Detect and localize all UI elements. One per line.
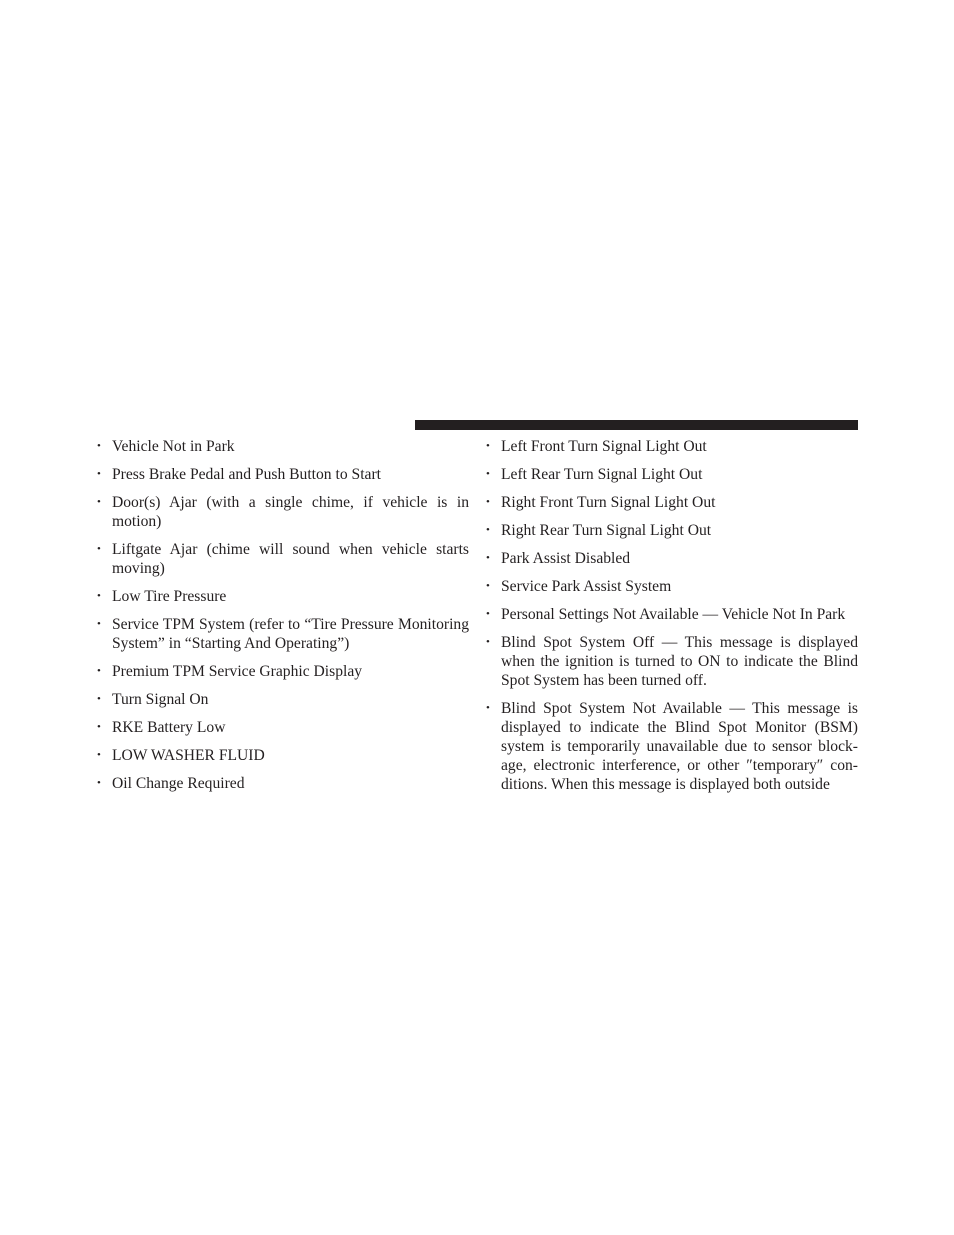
list-item-text: Turn Signal On: [112, 691, 209, 708]
list-item-text: Blind Spot System Not Available — This message is displayed to indicate the Blind Spot Monitor (BSM) system is temporarily unavailable due to sensor blockage, electronic interference, or other ″temporary″ conditions. When this message is displayed both outside: [501, 700, 858, 793]
right-message-list: [486, 437, 858, 803]
list-item-text: Personal Settings Not Available — Vehicle Not In Park: [501, 606, 846, 623]
bullet-icon: •: [97, 693, 101, 705]
list-item-text: Park Assist Disabled: [501, 550, 631, 567]
list-item: [486, 493, 858, 512]
list-item: [97, 587, 469, 606]
bullet-icon: •: [486, 552, 490, 564]
list-item-text: LOW WASHER FLUID: [112, 747, 265, 764]
bullet-icon: •: [97, 543, 101, 555]
bullet-icon: •: [486, 496, 490, 508]
bullet-icon: •: [486, 580, 490, 592]
list-item: [97, 718, 469, 737]
list-item-text: Oil Change Required: [112, 775, 245, 792]
bullet-icon: •: [97, 496, 101, 508]
list-item-text: Low Tire Pressure: [112, 588, 227, 605]
list-item-text: Right Front Turn Signal Light Out: [501, 494, 716, 511]
list-item: [486, 521, 858, 540]
bullet-icon: •: [97, 468, 101, 480]
list-item: [486, 549, 858, 568]
list-item-text: Right Rear Turn Signal Light Out: [501, 522, 712, 539]
list-item-text: Vehicle Not in Park: [112, 438, 235, 455]
bullet-icon: •: [486, 524, 490, 536]
bullet-icon: •: [97, 665, 101, 677]
list-item: [97, 662, 469, 681]
list-item: [97, 493, 469, 531]
bullet-icon: •: [97, 721, 101, 733]
bullet-icon: •: [97, 590, 101, 602]
list-item-text: Door(s) Ajar (with a single chime, if vehicle is in motion): [112, 494, 469, 530]
list-item: [97, 690, 469, 709]
bullet-icon: •: [486, 636, 490, 648]
list-item-text: Left Rear Turn Signal Light Out: [501, 466, 703, 483]
bullet-icon: •: [486, 608, 490, 620]
list-item-text: Liftgate Ajar (chime will sound when vehicle starts moving): [112, 541, 469, 577]
list-item-text: Blind Spot System Off — This message is displayed when the ignition is turned to ON to indicate the Blind Spot System has been turned off.: [501, 634, 858, 689]
list-item: [486, 699, 858, 794]
list-item: [486, 605, 858, 624]
section-header-bar: [415, 420, 858, 430]
list-item-text: Service Park Assist System: [501, 578, 672, 595]
list-item-text: Left Front Turn Signal Light Out: [501, 438, 707, 455]
left-message-list: [97, 437, 469, 802]
list-item: [97, 540, 469, 578]
list-item: [97, 615, 469, 653]
bullet-icon: •: [97, 749, 101, 761]
list-item: [97, 774, 469, 793]
list-item-text: Premium TPM Service Graphic Display: [112, 663, 363, 680]
list-item: [486, 577, 858, 596]
list-item-text: Service TPM System (refer to “Tire Pressure Monitoring System” in “Starting And Operating”): [112, 616, 469, 652]
list-item: [486, 633, 858, 690]
list-item: [97, 465, 469, 484]
bullet-icon: •: [97, 440, 101, 452]
bullet-icon: •: [486, 440, 490, 452]
bullet-icon: •: [486, 468, 490, 480]
list-item-text: RKE Battery Low: [112, 719, 226, 736]
list-item: [486, 465, 858, 484]
bullet-icon: •: [97, 618, 101, 630]
list-item: [97, 746, 469, 765]
list-item-text: Press Brake Pedal and Push Button to Start: [112, 466, 381, 483]
list-item: [97, 437, 469, 456]
list-item: [486, 437, 858, 456]
bullet-icon: •: [486, 702, 490, 714]
bullet-icon: •: [97, 777, 101, 789]
